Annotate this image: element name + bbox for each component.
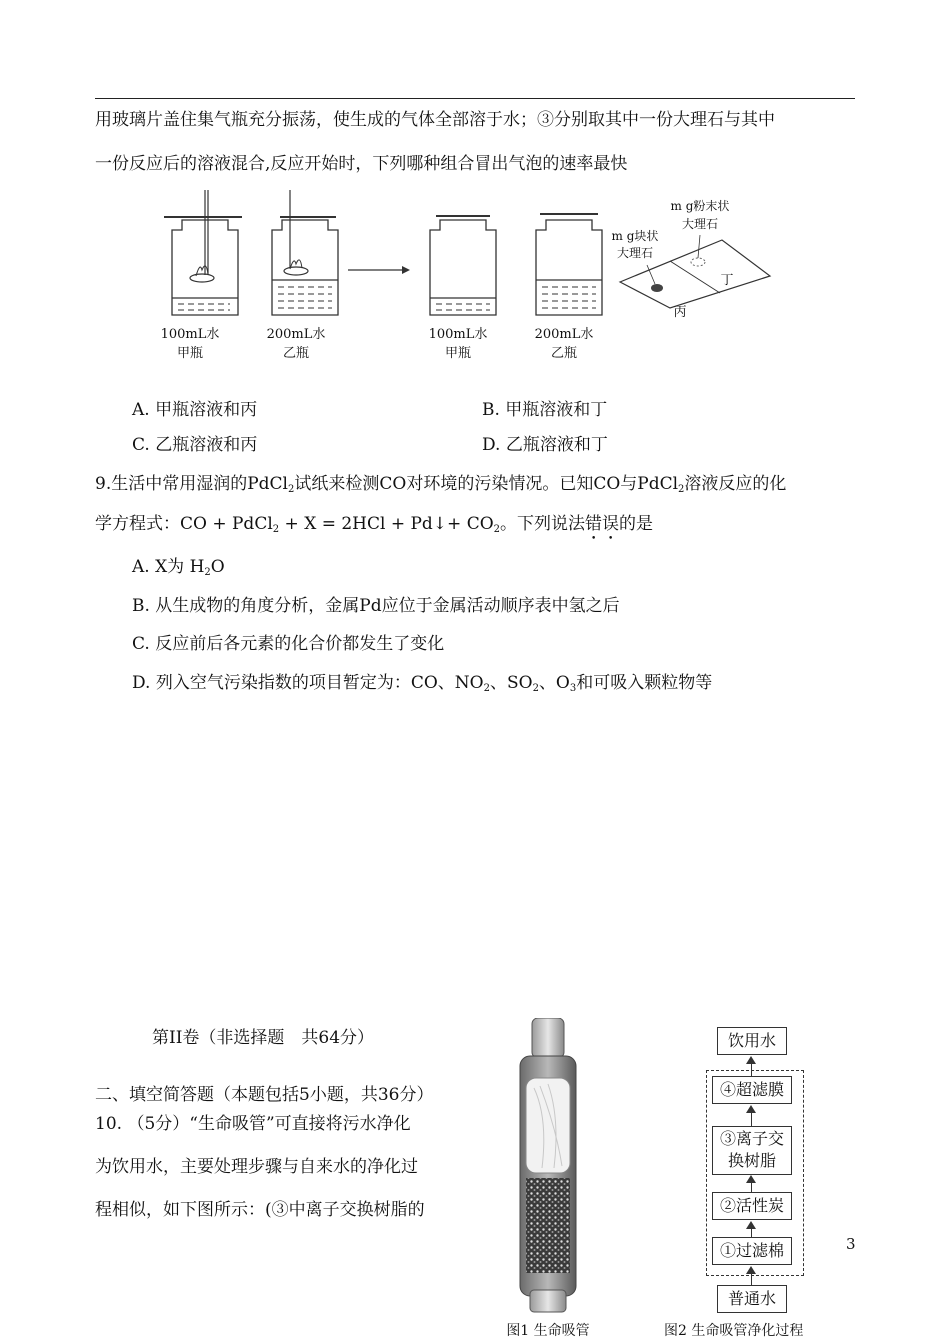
- q9-stem-line-2: 学方程式：CO + PdCl$_2$ + X = 2HCl + Pd↓+ $CO_2$。下列说法错误的是: [95, 514, 654, 535]
- jar-c-water-label: 100mL水: [428, 327, 488, 342]
- flow-arrow: [751, 1228, 752, 1237]
- q9-option-b: B. 从生成物的角度分析，金属Pd应位于金属活动顺序表中氢之后: [132, 596, 620, 616]
- jar-b: [272, 190, 338, 315]
- arrow-up-icon: [746, 1175, 756, 1183]
- flow-ordinary-water: 普通水: [717, 1285, 787, 1313]
- jar-b-name: 乙瓶: [282, 346, 309, 361]
- intro-line-1: 用玻璃片盖住集气瓶充分振荡，使生成的气体全部溶于水；③分别取其中一份大理石与其中: [95, 110, 775, 130]
- arrow-up-icon: [746, 1056, 756, 1064]
- figure-2-caption: 图2 生命吸管净化过程: [664, 1323, 804, 1339]
- plate-label-ding: 丁: [720, 273, 734, 288]
- q8-option-d: D. 乙瓶溶液和丁: [482, 435, 608, 455]
- flow-step-activated-carbon: ②活性炭: [712, 1192, 792, 1220]
- emphasis-wrong: 错误: [585, 514, 620, 534]
- powder-marble-label-2: 大理石: [681, 217, 718, 231]
- q8-option-a: A. 甲瓶溶液和丙: [132, 400, 258, 420]
- flow-arrow: [751, 1112, 752, 1126]
- powder-marble-label-1: m g粉末状: [670, 199, 730, 213]
- arrow-up-icon: [746, 1266, 756, 1274]
- intro-line-2: 一份反应后的溶液混合,反应开始时，下列哪种组合冒出气泡的速率最快: [95, 154, 628, 174]
- figure-1-caption: 图1 生命吸管: [506, 1323, 590, 1339]
- flow-arrow: [751, 1063, 752, 1076]
- block-marble-label-1: m g块状: [611, 229, 659, 243]
- q10-line-2: 为饮用水，主要处理步骤与自来水的净化过: [95, 1157, 418, 1177]
- q9-option-c: C. 反应前后各元素的化合价都发生了变化: [132, 634, 445, 654]
- q9-option-a: A. X为 $H_2O$: [132, 557, 225, 578]
- jar-d: [536, 214, 602, 315]
- flow-step-ion-exchange: ③离子交 换树脂: [712, 1126, 792, 1175]
- flow-step-ultrafiltration: ④超滤膜: [712, 1076, 792, 1104]
- jar-a-water-label: 100mL水: [160, 327, 220, 342]
- flow-arrow: [751, 1273, 752, 1285]
- jar-c-name: 甲瓶: [444, 346, 471, 361]
- part2-title: 第II卷（非选择题 共64分）: [152, 1028, 375, 1048]
- arrow-up-icon: [746, 1221, 756, 1229]
- q10-line-3: 程相似，如下图所示：(③中离子交换树脂的: [95, 1200, 425, 1220]
- jar-a: [164, 190, 242, 315]
- header-rule: [95, 98, 855, 99]
- block-marble-label-2: 大理石: [616, 246, 653, 260]
- jar-d-water-label: 200mL水: [534, 327, 594, 342]
- jar-c: [430, 216, 496, 315]
- q9-stem-line-1: 9.生活中常用湿润的PdCl$_2$试纸来检测CO对环境的污染情况。已知CO与PdCl$_2$溶液反应的化: [95, 474, 787, 495]
- q8-option-c: C. 乙瓶溶液和丙: [132, 435, 258, 455]
- q8-option-b: B. 甲瓶溶液和丁: [482, 400, 608, 420]
- jar-d-name: 乙瓶: [550, 346, 577, 361]
- q10-line-1: 10. （5分）“生命吸管”可直接将污水净化: [95, 1114, 411, 1134]
- q9-option-d: D. 列入空气污染指数的项目暂定为：CO、$NO_2$、$SO_2$、$O_3$和可吸入颗粒物等: [132, 673, 713, 694]
- life-straw-image: [512, 1018, 584, 1318]
- flow-arrow: [751, 1182, 752, 1192]
- jar-b-water-label: 200mL水: [266, 327, 326, 342]
- arrow-up-icon: [746, 1105, 756, 1113]
- section-2-heading: 二、填空简答题（本题包括5小题，共36分）: [95, 1085, 434, 1105]
- flow-drinking-water: 饮用水: [717, 1027, 787, 1055]
- page-number: 3: [846, 1235, 856, 1253]
- plate-label-bing: 丙: [673, 305, 687, 320]
- jar-a-name: 甲瓶: [176, 346, 203, 361]
- flow-step-filter-cotton: ①过滤棉: [712, 1237, 792, 1265]
